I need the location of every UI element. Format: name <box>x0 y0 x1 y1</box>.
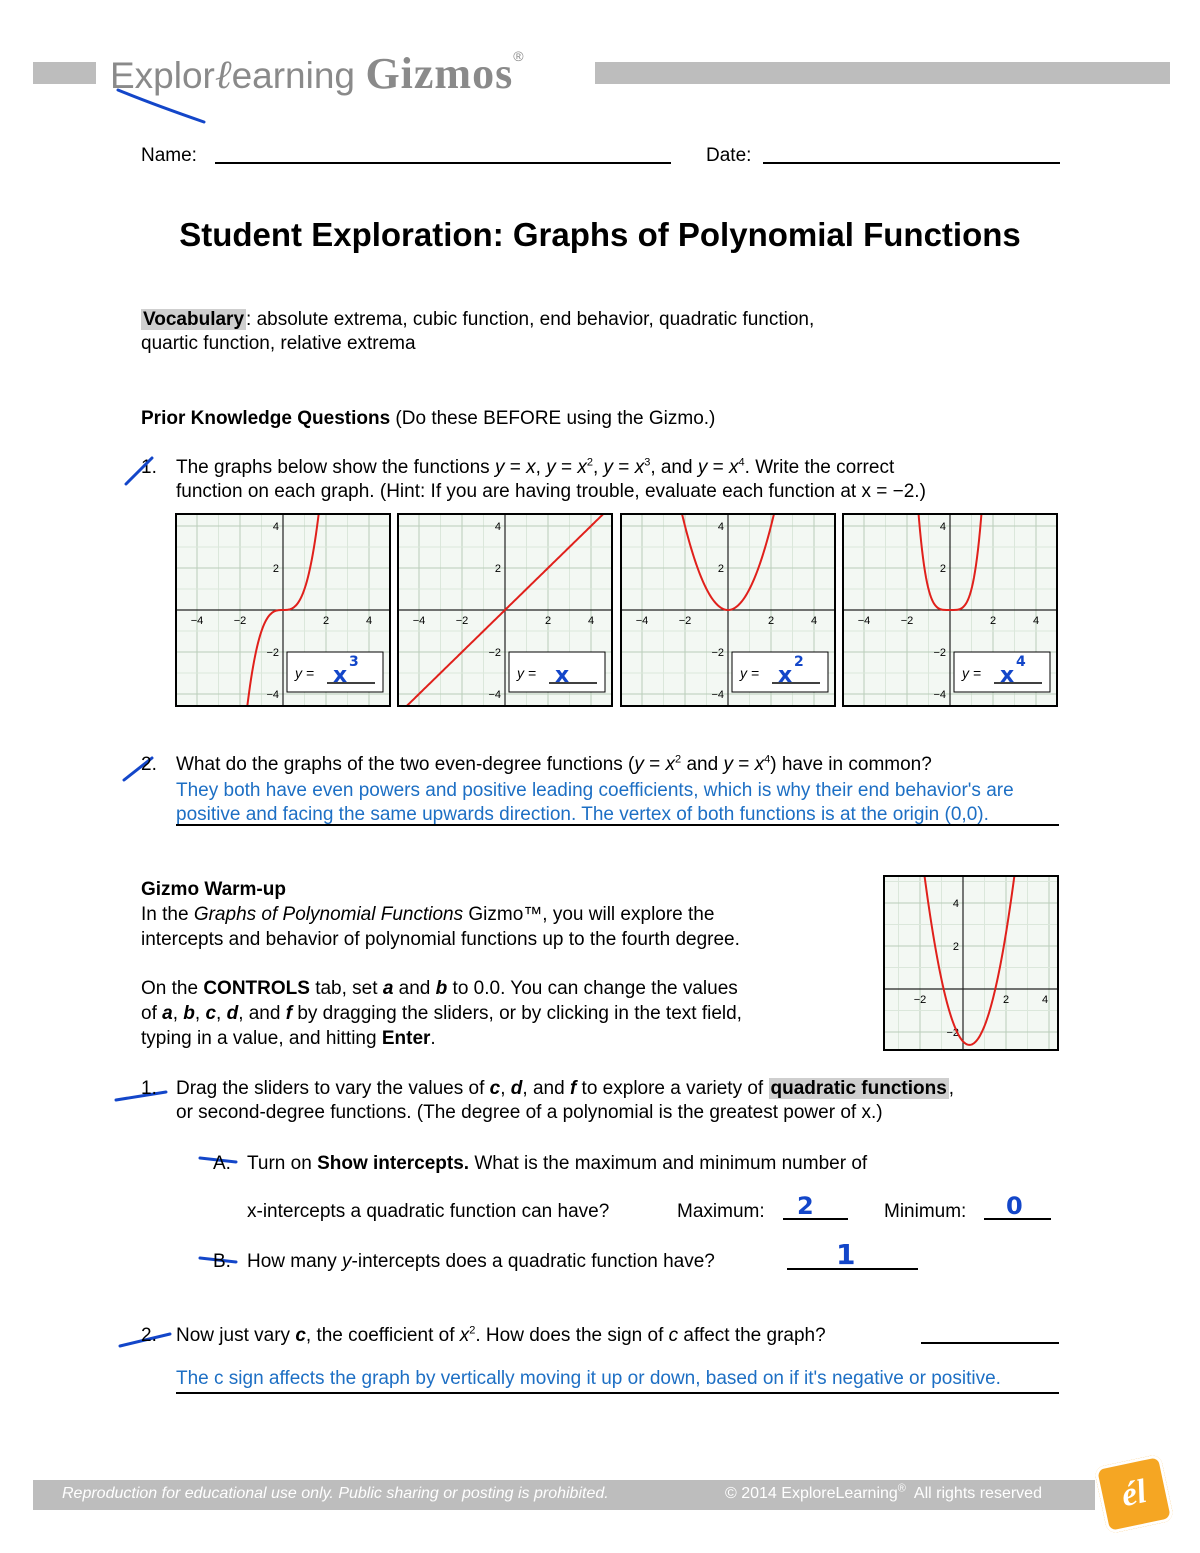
date-label: Date: <box>706 145 752 166</box>
tick-label: −4 <box>412 615 426 627</box>
brand-reg: ® <box>513 48 524 64</box>
warmup-q1-line-2: or second-degree functions. (The degree of a polynomial is the greatest power of x.) <box>176 1102 883 1123</box>
tick-label: 4 <box>939 521 946 533</box>
graph-plot-1 <box>177 515 389 705</box>
tick-label: 2 <box>494 563 501 575</box>
p2-b-var: b <box>435 978 448 999</box>
tick-label: 4 <box>587 615 595 627</box>
p2-a-var: a <box>382 978 394 999</box>
warmup-plot <box>885 877 1057 1049</box>
warmup-p1-gizmo-name: Graphs of Polynomial Functions <box>193 904 464 925</box>
min-label: Minimum: <box>884 1201 967 1222</box>
tick-label: 2 <box>272 563 279 575</box>
function-graph-4 <box>842 513 1058 707</box>
explorelearning-logo-badge <box>1094 1454 1175 1535</box>
brand-explore: Explor <box>110 55 215 96</box>
p2-c: tab, set <box>309 978 383 999</box>
max-answer: 2 <box>797 1192 814 1220</box>
graph-plot-4 <box>844 515 1056 705</box>
quadratic-functions-highlight: quadratic functions <box>770 1078 947 1099</box>
warmup-p2-line-2: of a, b, c, d, and f by dragging the sliders, or by clicking in the text field, <box>141 1003 742 1024</box>
function-graph-3 <box>620 513 836 707</box>
handwritten-answer: x <box>778 663 793 688</box>
p2-g: to 0.0. You can change the values <box>447 978 738 999</box>
qb-answer: 1 <box>836 1238 856 1271</box>
page-title: Student Exploration: Graphs of Polynomial Functions <box>179 216 1021 253</box>
brand-learning: earning <box>231 55 355 96</box>
tick-label: 2 <box>767 615 775 627</box>
vocabulary-line-2: quartic function, relative extrema <box>141 333 416 354</box>
handwritten-exponent: 2 <box>794 654 804 670</box>
tick-label: −2 <box>455 615 469 627</box>
tick-label: 2 <box>939 563 946 575</box>
tick-label: −2 <box>946 1027 959 1039</box>
tick-label: 2 <box>322 615 330 627</box>
footer-left-text: Reproduction for educational use only. Public sharing or posting is prohibited. <box>62 1485 609 1502</box>
q2-number: 2. <box>141 754 157 775</box>
q1-number: 1. <box>141 457 157 478</box>
vocabulary-label: Vocabulary <box>143 309 245 330</box>
handwritten-exponent: 4 <box>1016 654 1026 670</box>
tick-label: −4 <box>711 689 724 701</box>
tick-label: −2 <box>678 615 692 627</box>
q2-answer-line-2: positive and facing the same upwards direction. The vertex of both functions is at the origin (0,0). <box>176 804 989 825</box>
handwritten-exponent: 3 <box>349 654 359 670</box>
p2-e: and <box>393 978 436 999</box>
tick-label: −2 <box>711 647 724 659</box>
tick-label: 2 <box>544 615 552 627</box>
warmup-q2-question: Now just vary c, the coefficient of $x^2$. How does the sign of c affect the graph? <box>176 1324 826 1346</box>
warmup-q2-answer: The c sign affects the graph by vertically moving it up or down, based on if it's negative or positive. <box>176 1368 1001 1389</box>
p2-enter: Enter <box>381 1028 431 1049</box>
tick-label: −4 <box>266 689 279 701</box>
warmup-graph-box <box>883 875 1059 1051</box>
q2-answer-underline <box>176 824 1059 826</box>
q2-answer-line-1: They both have even powers and positive leading coefficients, which is why their end behavior's are <box>176 780 1014 801</box>
tick-label: 2 <box>1002 994 1010 1006</box>
tick-label: 4 <box>1032 615 1040 627</box>
tick-label: −2 <box>913 994 927 1006</box>
qb-text: How many y-intercepts does a quadratic function have? <box>247 1251 715 1272</box>
name-label: Name: <box>141 145 197 166</box>
tick-label: 4 <box>717 521 724 533</box>
handwritten-answer: x <box>555 663 570 688</box>
tick-label: −4 <box>635 615 649 627</box>
checkmark-pen-stroke <box>120 452 160 488</box>
warmup-q2-number: 2. <box>141 1325 157 1346</box>
tick-label: −4 <box>933 689 946 701</box>
warmup-q1-a: Drag the sliders to vary the values of <box>176 1078 490 1099</box>
graph-plot-2 <box>399 515 611 705</box>
tick-label: −4 <box>190 615 204 627</box>
q2-question: What do the graphs of the two even-degree functions ($y = x^2$ and $y = x^4$) have in common? <box>176 753 932 775</box>
warmup-q1-line-1: Drag the sliders to vary the values of c, d, and f to explore a variety of quadratic functions , <box>176 1078 955 1099</box>
q1-line-2: function on each graph. (Hint: If you are having trouble, evaluate each function at x = −2.) <box>176 481 926 502</box>
p2-controls: CONTROLS <box>203 978 310 999</box>
tick-label: 4 <box>952 898 959 910</box>
tick-label: 2 <box>717 563 724 575</box>
warmup-p2-line-1 <box>141 977 738 1001</box>
function-answer-label: y = <box>295 665 315 681</box>
warmup-p1-line-2: intercepts and behavior of polynomial functions up to the fourth degree. <box>141 929 740 950</box>
warmup-p2-line-3 <box>141 1027 436 1051</box>
p2-a: On the <box>141 978 204 999</box>
function-graph-2 <box>397 513 613 707</box>
brand-gizmos: Gizmos <box>365 49 514 98</box>
header-bar-right <box>595 62 1170 84</box>
tick-label: −2 <box>266 647 279 659</box>
tick-label: 2 <box>952 941 959 953</box>
tick-label: −2 <box>900 615 914 627</box>
tick-label: −4 <box>488 689 501 701</box>
vocabulary-line-1 <box>141 308 814 332</box>
tick-label: 4 <box>494 521 501 533</box>
brand-l-script: ℓ <box>214 52 232 97</box>
tick-label: −2 <box>933 647 946 659</box>
warmup-p1-a: In the <box>141 904 194 925</box>
tick-label: 4 <box>365 615 373 627</box>
warmup-p1-b: Gizmo™, you will explore the <box>463 904 715 925</box>
p2-l3-a: typing in a value, and hitting <box>141 1028 382 1049</box>
handwritten-answer: x <box>1000 663 1015 688</box>
max-label: Maximum: <box>677 1201 765 1222</box>
qa-letter: A. <box>213 1153 231 1174</box>
handwritten-pen-stroke <box>112 82 212 127</box>
q1-line-1: The graphs below show the functions y = x, $y = x^2$, $y = x^3$, and $y = x^4$. Write the correct <box>176 456 895 478</box>
warmup-q2-field[interactable] <box>921 1342 1059 1344</box>
footer-right-text <box>725 1482 1042 1503</box>
qa-a: Turn on <box>247 1153 318 1174</box>
tick-label: −4 <box>857 615 871 627</box>
footer-rights: All rights reserved <box>905 1485 1042 1502</box>
warmup-p1-line-1 <box>141 903 714 927</box>
tick-label: 4 <box>272 521 279 533</box>
tick-label: −2 <box>488 647 501 659</box>
tick-label: 4 <box>1041 994 1049 1006</box>
logo-text: él <box>1118 1472 1150 1515</box>
qa-c: What is the maximum and minimum number of <box>469 1153 868 1174</box>
name-field[interactable] <box>215 162 671 164</box>
qb-letter: B. <box>213 1251 231 1272</box>
handwritten-answer: x <box>333 663 348 688</box>
warmup-q1-number: 1. <box>141 1078 157 1099</box>
function-answer-label: y = <box>962 665 982 681</box>
tick-label: 2 <box>989 615 997 627</box>
function-graph-1 <box>175 513 391 707</box>
date-field[interactable] <box>763 162 1060 164</box>
function-answer-label: y = <box>517 665 537 681</box>
tick-label: 4 <box>810 615 818 627</box>
graph-plot-3 <box>622 515 834 705</box>
qa-show-intercepts: Show intercepts. <box>317 1153 470 1174</box>
max-field[interactable] <box>783 1218 848 1220</box>
prior-heading-bold: Prior Knowledge Questions <box>141 408 391 429</box>
header-bar-left <box>33 62 96 84</box>
p2-l3-c: . <box>430 1028 436 1049</box>
warmup-q2-answer-underline <box>176 1392 1059 1394</box>
qa-line-2: x-intercepts a quadratic function can have? <box>247 1201 610 1222</box>
vocabulary-text-1: : absolute extrema, cubic function, end behavior, quadratic function, <box>246 309 815 330</box>
prior-heading-note: (Do these BEFORE using the Gizmo.) <box>390 408 716 429</box>
min-answer: 0 <box>1006 1192 1023 1220</box>
prior-knowledge-heading <box>141 407 715 431</box>
warmup-heading: Gizmo Warm-up <box>141 879 286 900</box>
qa-line-1 <box>247 1152 867 1176</box>
function-answer-label: y = <box>740 665 760 681</box>
footer-reg: ® <box>897 1482 906 1495</box>
footer-copyright: © 2014 ExploreLearning <box>725 1485 898 1502</box>
tick-label: −2 <box>233 615 247 627</box>
